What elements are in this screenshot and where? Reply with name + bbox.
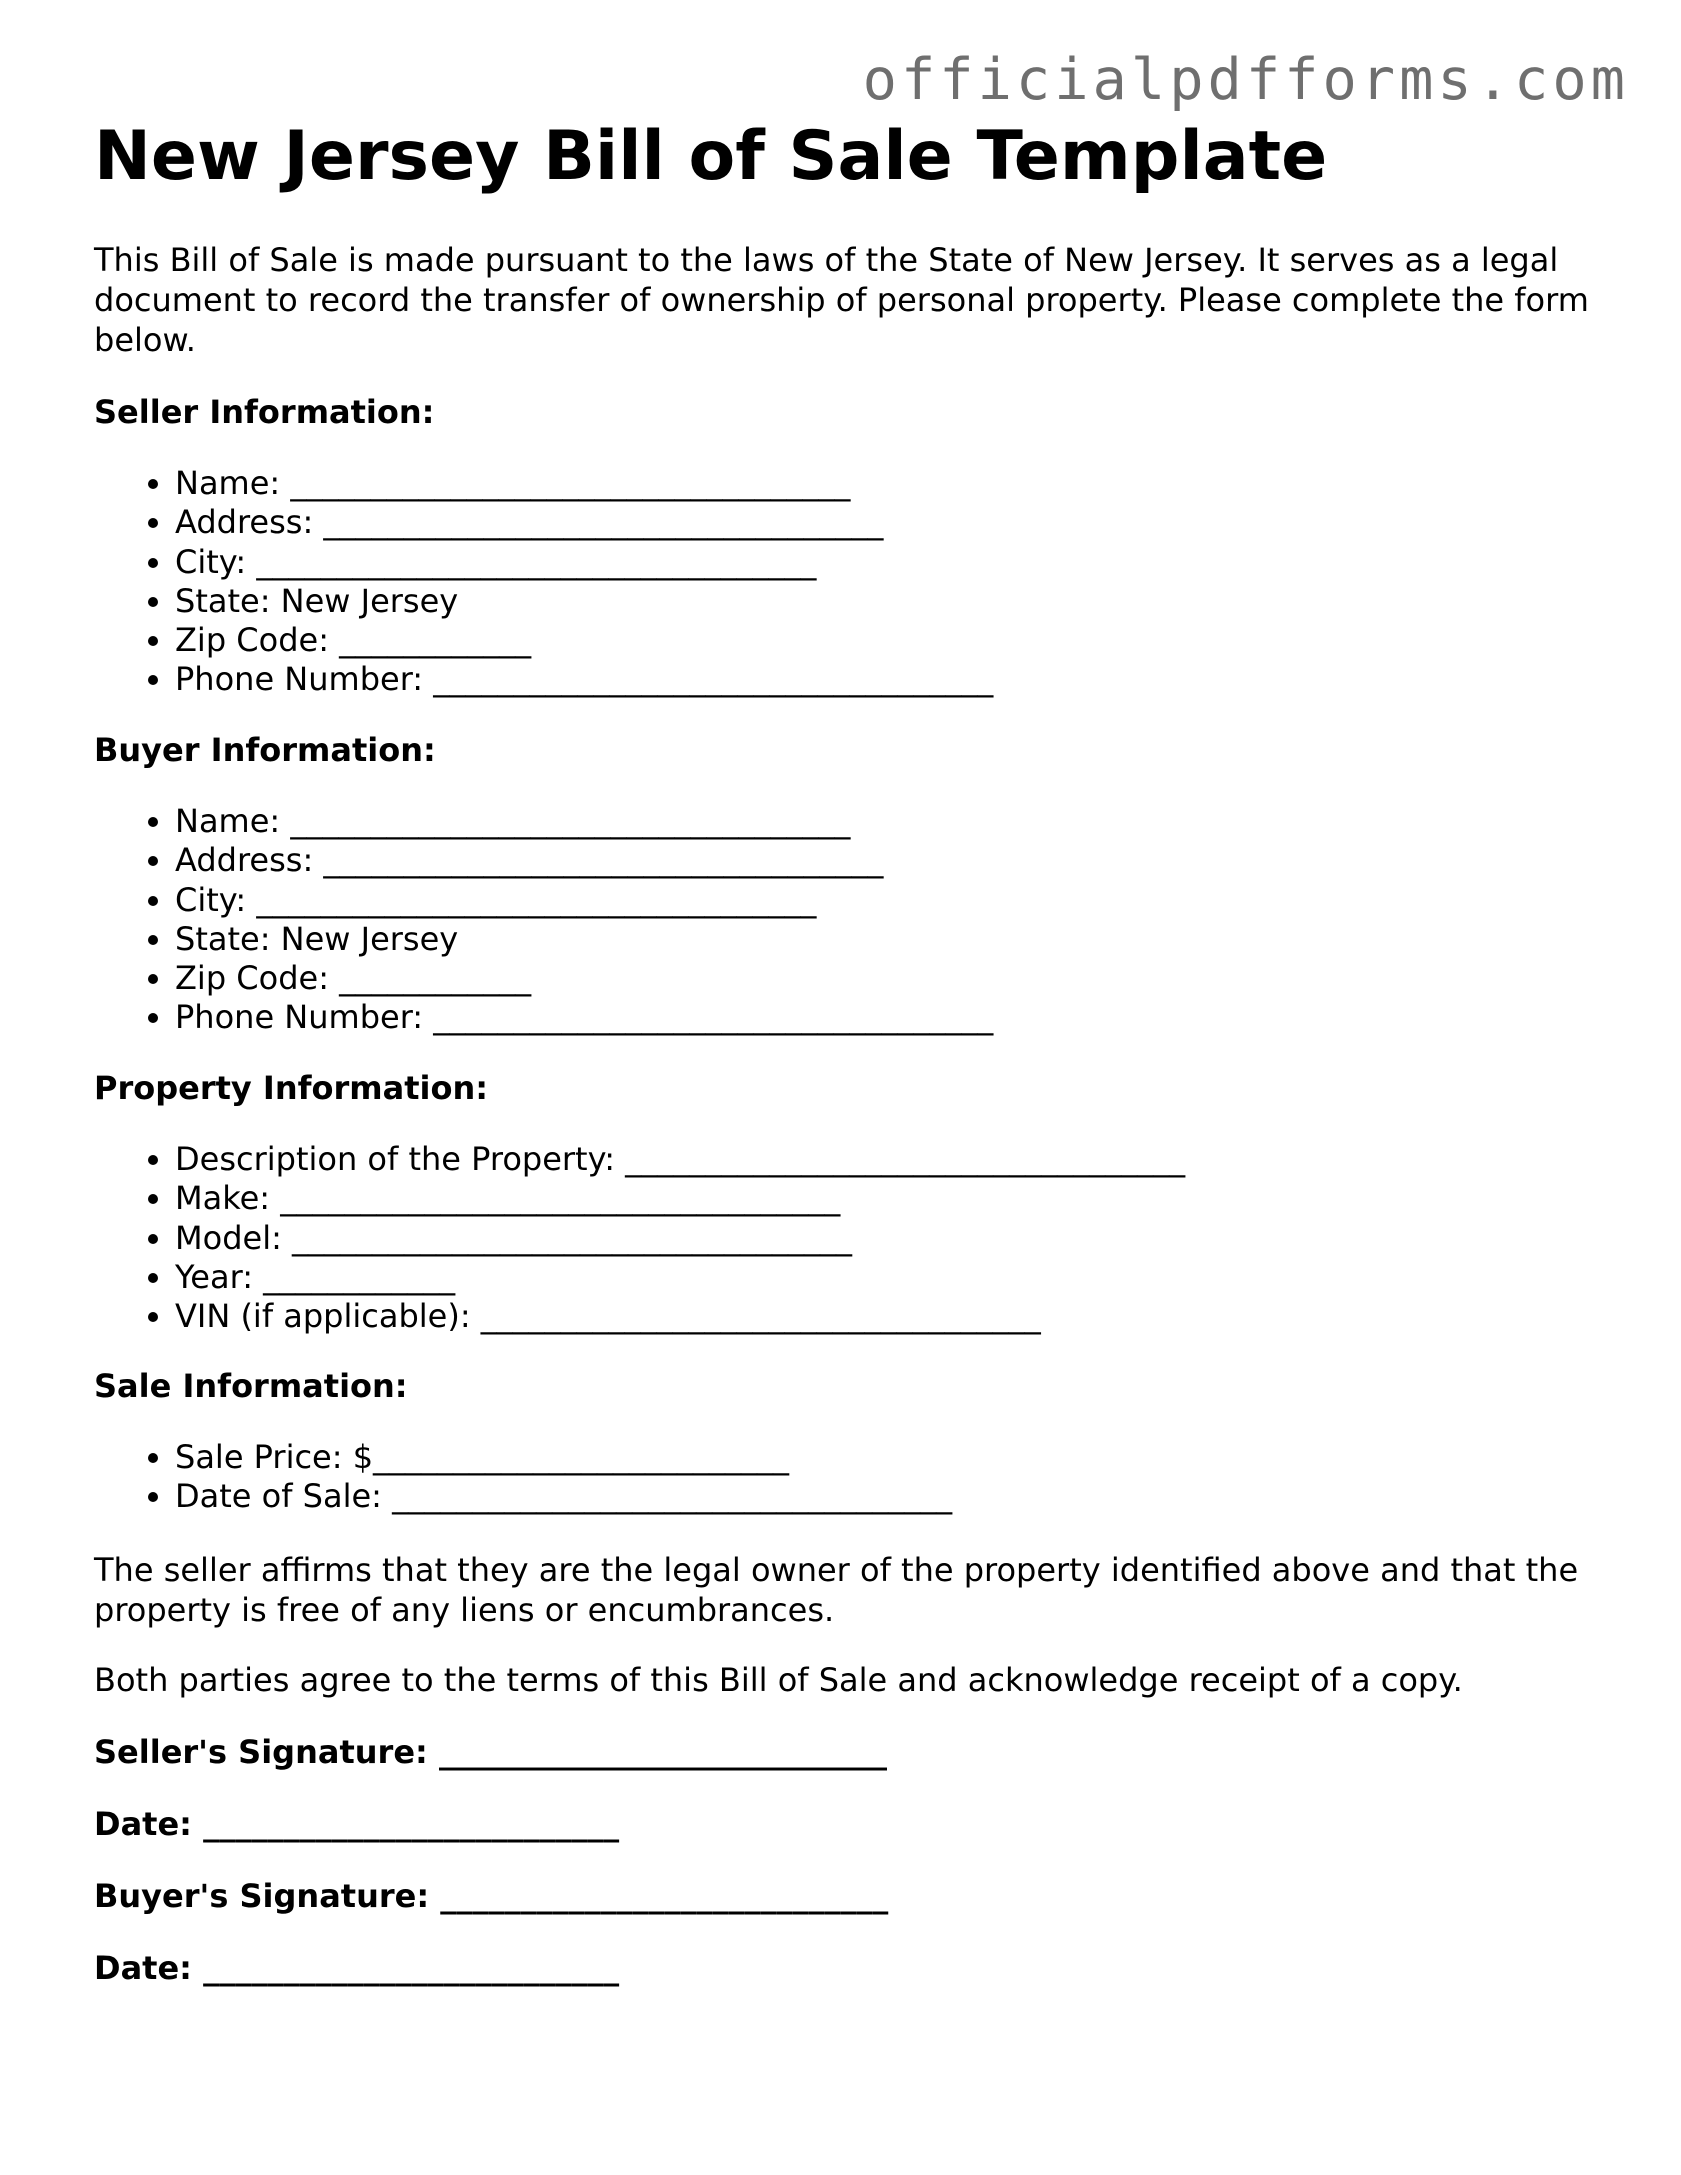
seller-section bbox=[94, 392, 993, 700]
buyer-state-field: • State: New Jersey bbox=[175, 920, 993, 959]
seller-fields-list bbox=[94, 464, 993, 700]
sale-fields-list bbox=[94, 1438, 952, 1517]
property-model-field[interactable]: • Model: ___________________________________ bbox=[175, 1219, 1185, 1258]
property-section bbox=[94, 1068, 1185, 1336]
seller-heading: Seller Information: bbox=[94, 393, 435, 431]
property-year-field[interactable]: • Year: ____________ bbox=[175, 1258, 1185, 1297]
affirmation-paragraph: The seller affirms that they are the legal owner of the property identified above and that the property is free of any liens or encumbrances. bbox=[94, 1551, 1579, 1629]
property-make-field[interactable]: • Make: ___________________________________ bbox=[175, 1179, 1185, 1218]
intro-paragraph: This Bill of Sale is made pursuant to the laws of the State of New Jersey. It serves as a legal document to record the transfer of ownership of personal property. Please complete the form below. bbox=[94, 241, 1589, 359]
buyer-phone-field[interactable]: • Phone Number: ___________________________________ bbox=[175, 998, 993, 1037]
buyer-name-field[interactable]: • Name: ___________________________________ bbox=[175, 802, 993, 841]
sale-heading: Sale Information: bbox=[94, 1367, 408, 1405]
property-vin-field[interactable]: • VIN (if applicable): ___________________________________ bbox=[175, 1297, 1185, 1336]
buyer-section bbox=[94, 730, 993, 1038]
buyer-signature-line[interactable]: Buyer's Signature: ____________________________ bbox=[94, 1877, 889, 1915]
buyer-date-line[interactable]: Date: __________________________ bbox=[94, 1949, 620, 1987]
property-heading: Property Information: bbox=[94, 1069, 489, 1107]
seller-address-field[interactable]: • Address: ___________________________________ bbox=[175, 503, 993, 542]
seller-city-field[interactable]: • City: ___________________________________ bbox=[175, 543, 993, 582]
property-description-field[interactable]: • Description of the Property: ___________________________________ bbox=[175, 1140, 1185, 1179]
sale-date-field[interactable]: • Date of Sale: ___________________________________ bbox=[175, 1477, 952, 1516]
seller-state-field: • State: New Jersey bbox=[175, 582, 993, 621]
page-title: New Jersey Bill of Sale Template bbox=[94, 117, 1328, 196]
sale-section bbox=[94, 1366, 952, 1517]
buyer-fields-list bbox=[94, 802, 993, 1038]
buyer-zip-field[interactable]: • Zip Code: ____________ bbox=[175, 959, 993, 998]
seller-phone-field[interactable]: • Phone Number: ___________________________________ bbox=[175, 660, 993, 699]
buyer-heading: Buyer Information: bbox=[94, 731, 436, 769]
buyer-city-field[interactable]: • City: ___________________________________ bbox=[175, 881, 993, 920]
seller-zip-field[interactable]: • Zip Code: ____________ bbox=[175, 621, 993, 660]
sale-price-field[interactable]: • Sale Price: $__________________________ bbox=[175, 1438, 952, 1477]
agreement-paragraph: Both parties agree to the terms of this Bill of Sale and acknowledge receipt of a copy. bbox=[94, 1661, 1463, 1699]
seller-signature-line[interactable]: Seller's Signature: ____________________________ bbox=[94, 1733, 887, 1771]
buyer-address-field[interactable]: • Address: ___________________________________ bbox=[175, 841, 993, 880]
watermark: officialpdfforms.com bbox=[862, 47, 1629, 113]
property-fields-list bbox=[94, 1140, 1185, 1336]
seller-date-line[interactable]: Date: __________________________ bbox=[94, 1805, 620, 1843]
seller-name-field[interactable]: • Name: ___________________________________ bbox=[175, 464, 993, 503]
